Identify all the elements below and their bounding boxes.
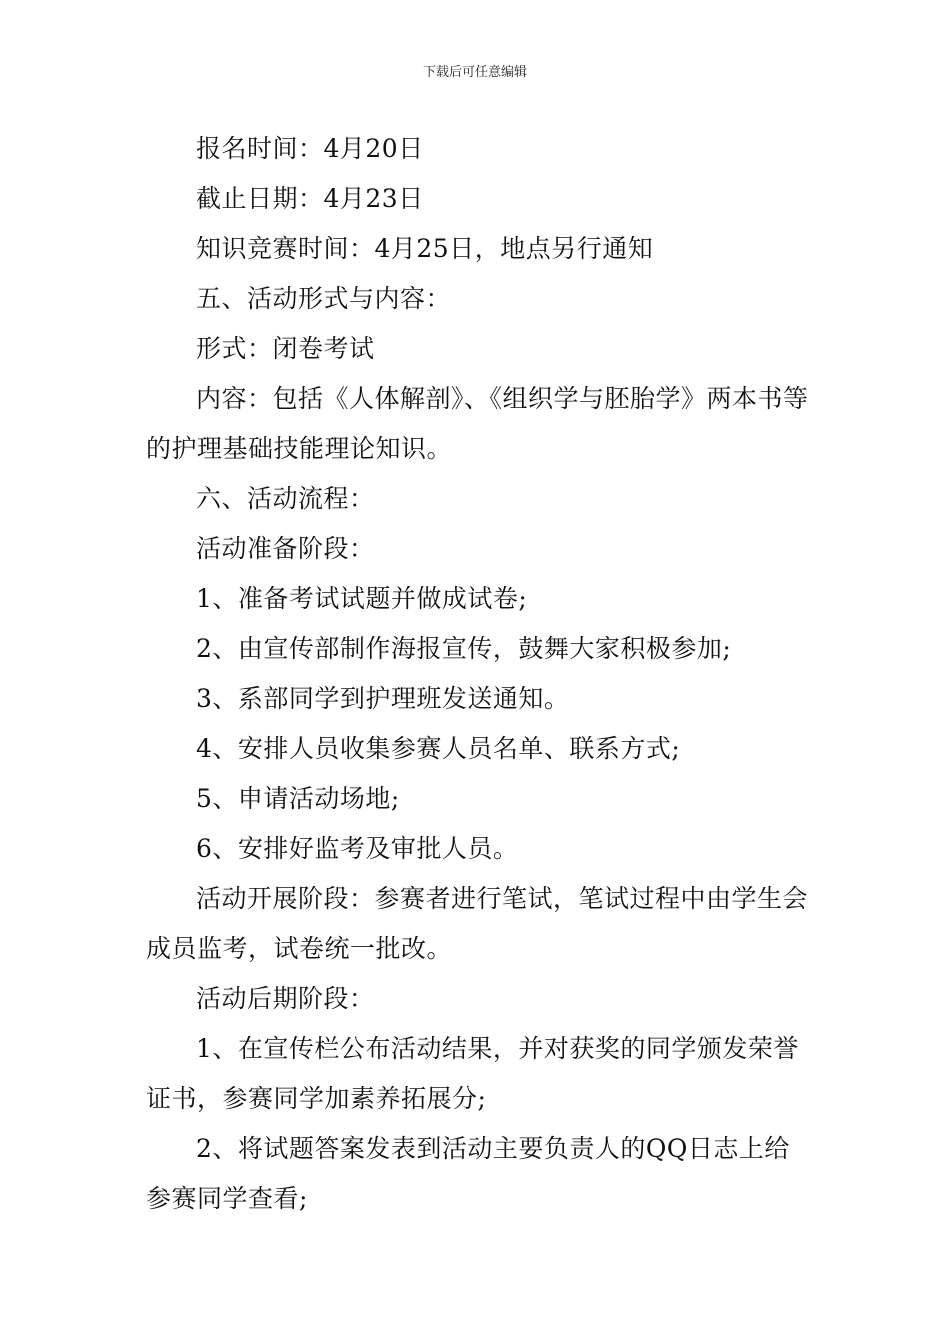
list-item: 6、安排好监考及审批人员。 [196, 834, 519, 863]
list-item: 4、安排人员收集参赛人员名单、联系方式; [196, 734, 681, 763]
list-item: 1、在宣传栏公布活动结果，并对获奖的同学颁发荣誉证书，参赛同学加素养拓展分; [146, 1034, 799, 1113]
list-item: 2、将试题答案发表到活动主要负责人的QQ日志上给参赛同学查看; [146, 1134, 790, 1213]
subheading-post-stage: 活动后期阶段： [196, 984, 375, 1013]
paragraph-contest-time: 知识竞赛时间：4月25日，地点另行通知 [196, 234, 654, 263]
paragraph-form: 形式：闭卷考试 [196, 334, 375, 363]
document-body [146, 124, 810, 1224]
paragraph-deadline: 截止日期：4月23日 [196, 184, 424, 213]
section-heading-process: 六、活动流程： [196, 484, 375, 513]
paragraph-execution-stage: 活动开展阶段：参赛者进行笔试，笔试过程中由学生会成员监考，试卷统一批改。 [146, 884, 809, 963]
section-heading-form-content: 五、活动形式与内容： [196, 284, 452, 313]
paragraph-registration-time: 报名时间：4月20日 [196, 134, 424, 163]
list-item: 2、由宣传部制作海报宣传，鼓舞大家积极参加; [196, 634, 732, 663]
list-item: 3、系部同学到护理班发送通知。 [196, 684, 570, 713]
subheading-preparation-stage: 活动准备阶段： [196, 534, 375, 563]
paragraph-content: 内容：包括《人体解剖》、《组织学与胚胎学》两本书等的护理基础技能理论知识。 [146, 384, 809, 463]
list-item: 1、准备考试试题并做成试卷; [196, 584, 528, 613]
list-item: 5、申请活动场地; [196, 784, 400, 813]
page-header: 下载后可任意编辑 [422, 65, 527, 80]
